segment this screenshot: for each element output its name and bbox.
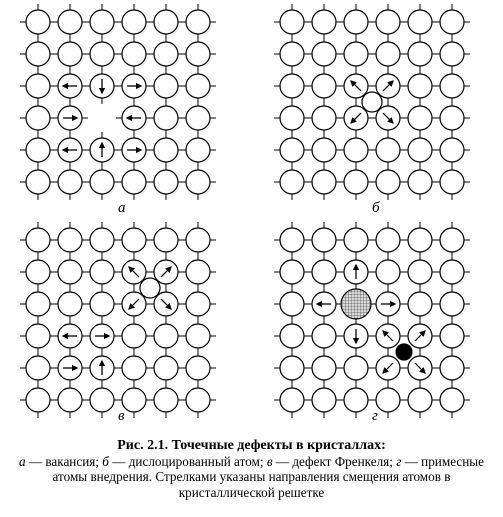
lattice-atom [26,356,50,380]
lattice-atom [376,42,400,66]
lattice-atom [186,324,210,348]
lattice-atom [154,74,178,98]
lattice-atom [186,388,210,412]
lattice-atom [154,388,178,412]
lattice-atom [154,356,178,380]
caption-text-v: — дефект Френкеля; [272,453,397,469]
lattice-atom [280,228,304,252]
lattice-atom [186,42,210,66]
panel-label-v: в [118,408,125,424]
lattice-atom [440,42,464,66]
interstitial-atom [140,278,160,298]
lattice-atom [408,138,432,162]
figure-caption [4,438,499,500]
lattice-atom [312,74,336,98]
lattice-atom [186,138,210,162]
lattice-atom [26,292,50,316]
lattice-atom [312,106,336,130]
lattice-atom [280,138,304,162]
lattice-atom [344,170,368,194]
lattice-atom [26,10,50,34]
caption-text-a: — вакансия; [25,453,103,469]
caption-letter-b: б [102,453,109,469]
lattice-atom [186,228,210,252]
lattice-atom [58,42,82,66]
dislocated-atom [362,92,382,112]
lattice-atom [58,228,82,252]
lattice-atom [440,74,464,98]
lattice-atom [26,170,50,194]
panel-b-dislocated-atom [274,4,470,200]
lattice-atom [440,106,464,130]
lattice-atom [280,356,304,380]
lattice-atom [408,170,432,194]
small-impurity-atom [396,344,412,360]
lattice-atom [90,228,114,252]
lattice-atom [122,10,146,34]
lattice-atom [26,324,50,348]
lattice-atom [344,228,368,252]
lattice-atom [408,388,432,412]
lattice-atom [280,292,304,316]
lattice-atom [90,388,114,412]
lattice-atom [154,228,178,252]
panel-label-b: б [372,200,380,216]
lattice-atom [440,228,464,252]
lattice-atom [186,106,210,130]
lattice-atom [280,388,304,412]
lattice-atom [154,10,178,34]
lattice-atom [312,388,336,412]
lattice-atom [90,10,114,34]
lattice-atom [154,42,178,66]
lattice-atom [122,356,146,380]
lattice-atom [312,10,336,34]
lattice-atom [58,388,82,412]
lattice-atom [90,42,114,66]
lattice-atom [376,260,400,284]
lattice-atom [344,42,368,66]
lattice-atom [122,388,146,412]
lattice-atom [122,324,146,348]
lattice-atom [344,10,368,34]
lattice-atom [186,74,210,98]
lattice-atom [376,228,400,252]
lattice-atom [58,260,82,284]
lattice-atom [90,170,114,194]
lattice-atom [408,228,432,252]
lattice-atom [280,260,304,284]
lattice-atom [58,292,82,316]
caption-body [4,454,499,501]
lattice-atom [154,170,178,194]
lattice-atom [408,106,432,130]
lattice-atom [312,42,336,66]
lattice-atom [344,356,368,380]
lattice-atom [26,138,50,162]
lattice-atom [440,356,464,380]
panel-v-frenkel-defect [20,222,216,418]
lattice-atom [344,388,368,412]
panel-label-a: а [118,200,126,216]
lattice-atom [154,138,178,162]
lattice-atom [280,324,304,348]
large-impurity-atom [341,289,371,319]
lattice-atom [186,170,210,194]
lattice-atom [408,292,432,316]
lattice-atom [58,170,82,194]
lattice-atom [154,106,178,130]
lattice-atom [90,260,114,284]
lattice-atom [90,292,114,316]
lattice-atom [344,138,368,162]
lattice-atom [312,356,336,380]
caption-letter-g: г [396,453,402,469]
lattice-atom [26,388,50,412]
lattice-atom [312,228,336,252]
panel-a-vacancy [20,4,216,200]
lattice-atom [122,170,146,194]
lattice-atom [26,42,50,66]
lattice-atom [312,324,336,348]
lattice-atom [280,42,304,66]
lattice-atom [154,324,178,348]
caption-title: Рис. 2.1. Точечные дефекты в кристаллах: [117,438,386,453]
lattice-atom [440,138,464,162]
lattice-atom [26,260,50,284]
lattice-atom [376,138,400,162]
lattice-atom [186,292,210,316]
lattice-atom [408,10,432,34]
lattice-atom [122,42,146,66]
lattice-atom [408,74,432,98]
lattice-atom [440,10,464,34]
lattice-atom [376,170,400,194]
caption-text-g: — примесные атомы внедрения. Стрелками указаны направления смещения атомов в кристаллической решетке [52,453,485,500]
vacancy-site [88,104,116,132]
lattice-atom [26,228,50,252]
lattice-atom [26,74,50,98]
lattice-atom [186,10,210,34]
lattice-atom [376,388,400,412]
panel-label-g: г [372,408,378,424]
lattice-atom [440,324,464,348]
lattice-atom [312,170,336,194]
lattice-atom [280,74,304,98]
lattice-atom [376,10,400,34]
caption-letter-v: в [266,453,273,469]
lattice-atom [312,138,336,162]
lattice-atom [440,260,464,284]
lattice-atom [58,10,82,34]
lattice-atom [280,10,304,34]
lattice-atom [122,228,146,252]
lattice-atom [26,106,50,130]
caption-letter-a: а [18,453,26,469]
lattice-atom [186,260,210,284]
lattice-atom [280,106,304,130]
lattice-atom [440,388,464,412]
lattice-atom [312,260,336,284]
lattice-atom [440,292,464,316]
lattice-atom [186,356,210,380]
panel-g-interstitial-impurities [274,222,470,418]
lattice-atom [408,260,432,284]
lattice-atom [408,42,432,66]
lattice-atom [440,170,464,194]
lattice-atom [280,170,304,194]
caption-text-b: — дислоцированный атом; [108,453,267,469]
